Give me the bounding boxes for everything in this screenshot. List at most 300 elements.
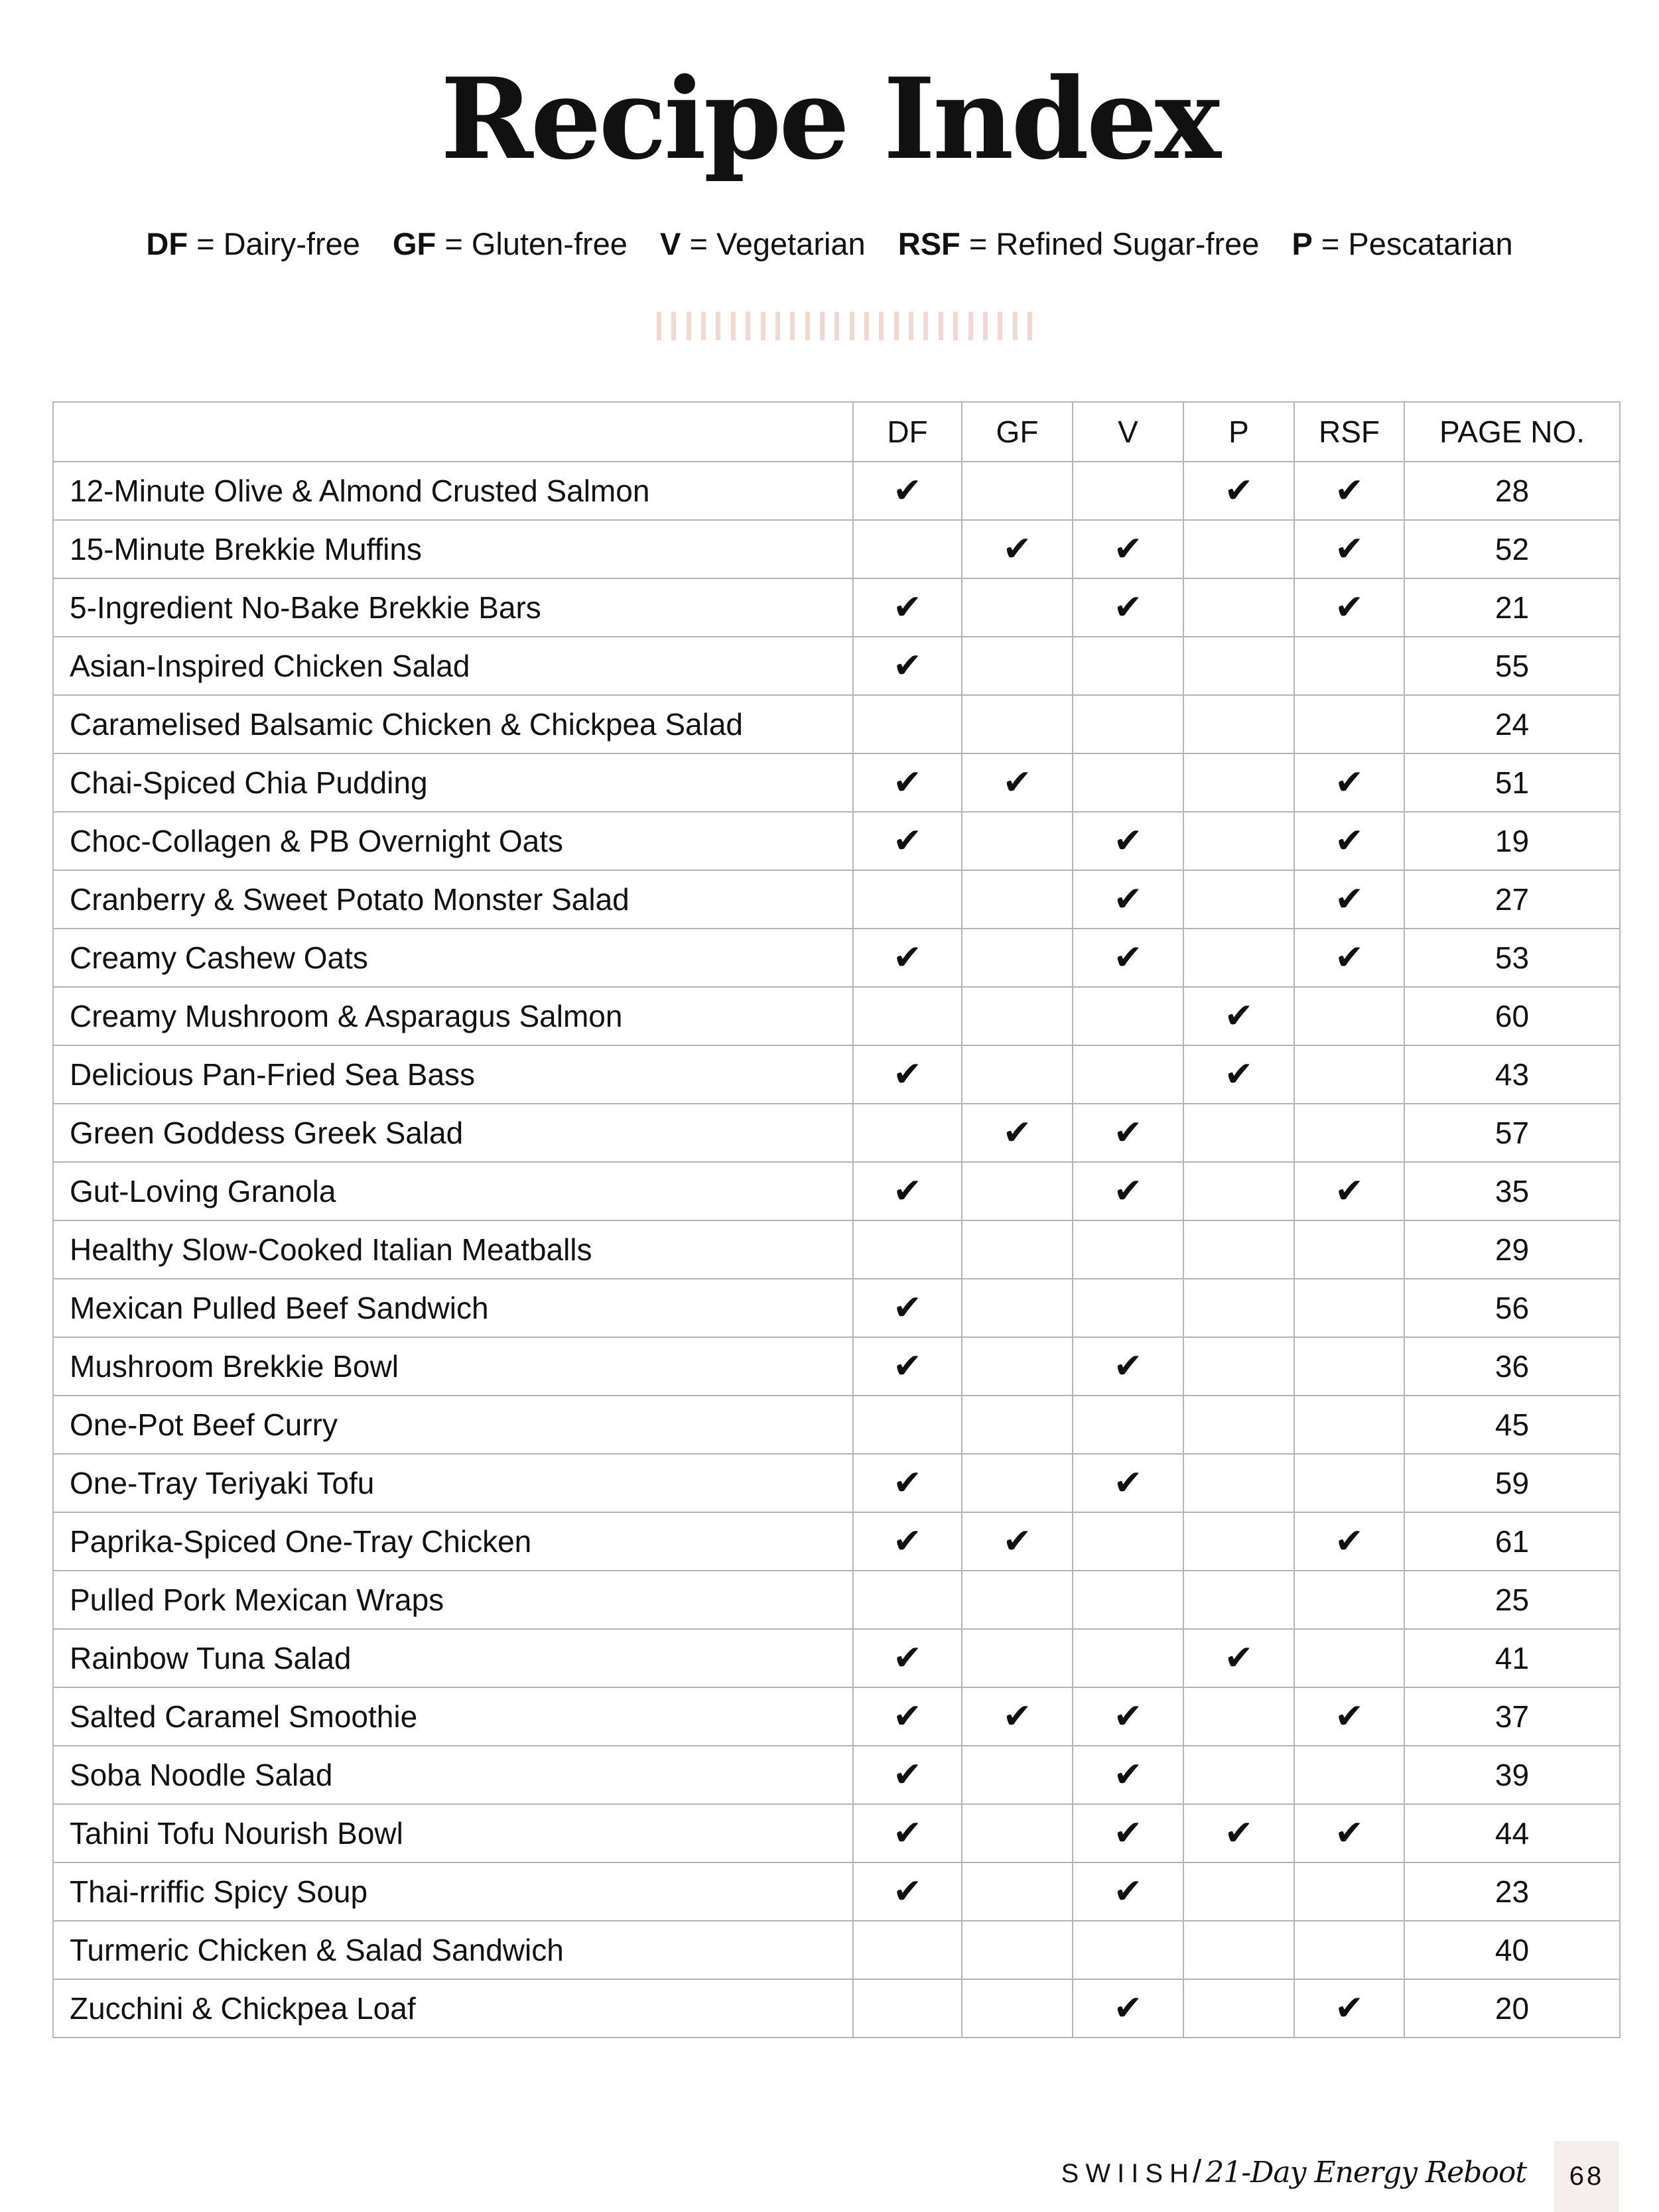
recipe-name: Mushroom Brekkie Bowl	[53, 1337, 853, 1396]
cell-gf	[962, 1629, 1073, 1687]
table-row	[53, 1162, 1620, 1220]
page-no: 60	[1404, 987, 1620, 1045]
cell-df	[853, 753, 962, 812]
legend-code: P	[1292, 226, 1313, 261]
cell-gf	[962, 1804, 1073, 1862]
recipe-name: Salted Caramel Smoothie	[53, 1687, 853, 1746]
checkmark-icon: ✔	[1113, 1347, 1143, 1386]
checkmark-icon: ✔	[1113, 822, 1143, 860]
cell-gf	[962, 1512, 1073, 1571]
cell-rsf	[1294, 1337, 1404, 1396]
cell-df	[853, 1512, 962, 1571]
checkmark-icon: ✔	[1224, 472, 1254, 510]
table-row	[53, 987, 1620, 1045]
legend-item-df	[146, 226, 360, 261]
cell-gf	[962, 637, 1073, 695]
footer	[1061, 2146, 1526, 2200]
divider-bar	[761, 312, 765, 340]
checkmark-icon: ✔	[1335, 588, 1364, 627]
cell-rsf	[1294, 1746, 1404, 1804]
table-row	[53, 1862, 1620, 1921]
cell-df	[853, 1104, 962, 1162]
legend-code: GF	[392, 226, 436, 261]
table-row	[53, 1979, 1620, 2038]
page-no: 61	[1404, 1512, 1620, 1571]
cell-gf	[962, 812, 1073, 870]
page-no: 55	[1404, 637, 1620, 695]
page-no: 29	[1404, 1220, 1620, 1279]
cell-v	[1073, 753, 1183, 812]
legend-meaning: = Dairy-free	[196, 226, 360, 261]
checkmark-icon: ✔	[893, 1522, 922, 1561]
table-row	[53, 637, 1620, 695]
cell-df	[853, 1629, 962, 1687]
table-row	[53, 1396, 1620, 1454]
divider-bar	[968, 312, 973, 340]
checkmark-icon: ✔	[1224, 1639, 1254, 1677]
checkmark-icon: ✔	[893, 1347, 922, 1386]
cell-p	[1183, 1921, 1294, 1979]
divider-bar	[864, 312, 869, 340]
cell-v	[1073, 1862, 1183, 1921]
cell-df	[853, 1337, 962, 1396]
divider-bar	[775, 312, 780, 340]
cell-rsf	[1294, 1220, 1404, 1279]
cell-p	[1183, 637, 1294, 695]
checkmark-icon: ✔	[893, 1756, 922, 1794]
header-v: V	[1073, 402, 1183, 462]
checkmark-icon: ✔	[1335, 472, 1364, 510]
checkmark-icon: ✔	[1335, 1522, 1364, 1561]
page-number: 68	[1554, 2141, 1619, 2212]
cell-p	[1183, 1162, 1294, 1220]
cell-v	[1073, 1571, 1183, 1629]
legend-meaning: = Refined Sugar-free	[968, 226, 1260, 261]
cell-v	[1073, 812, 1183, 870]
cell-rsf	[1294, 1804, 1404, 1862]
legend-item-p	[1292, 226, 1513, 261]
checkmark-icon: ✔	[1113, 1697, 1143, 1736]
divider-bar	[850, 312, 854, 340]
table-row	[53, 1512, 1620, 1571]
cell-gf	[962, 1454, 1073, 1512]
checkmark-icon: ✔	[1224, 997, 1254, 1035]
recipe-name: Creamy Mushroom & Asparagus Salmon	[53, 987, 853, 1045]
checkmark-icon: ✔	[1002, 1522, 1032, 1561]
cell-gf	[962, 929, 1073, 987]
checkmark-icon: ✔	[1335, 1814, 1364, 1853]
checkmark-icon: ✔	[1113, 1172, 1143, 1210]
cell-gf	[962, 1162, 1073, 1220]
checkmark-icon: ✔	[1113, 1464, 1143, 1502]
cell-p	[1183, 1104, 1294, 1162]
table-row	[53, 1454, 1620, 1512]
recipe-name: Pulled Pork Mexican Wraps	[53, 1571, 853, 1629]
checkmark-icon: ✔	[893, 1639, 922, 1677]
cell-gf	[962, 520, 1073, 578]
cell-rsf	[1294, 1687, 1404, 1746]
recipe-name: 5-Ingredient No-Bake Brekkie Bars	[53, 578, 853, 637]
cell-v	[1073, 987, 1183, 1045]
cell-df	[853, 1804, 962, 1862]
recipe-name: 12-Minute Olive & Almond Crusted Salmon	[53, 462, 853, 520]
cell-gf	[962, 1687, 1073, 1746]
table-row	[53, 1746, 1620, 1804]
page-no: 28	[1404, 462, 1620, 520]
cell-p	[1183, 929, 1294, 987]
legend-code: V	[660, 226, 681, 261]
table-row	[53, 1687, 1620, 1746]
recipe-name: Zucchini & Chickpea Loaf	[53, 1979, 853, 2038]
recipe-name: Caramelised Balsamic Chicken & Chickpea Salad	[53, 695, 853, 753]
divider-bar	[879, 312, 884, 340]
recipe-name: Tahini Tofu Nourish Bowl	[53, 1804, 853, 1862]
cell-df	[853, 1571, 962, 1629]
page-no: 57	[1404, 1104, 1620, 1162]
divider-bar	[687, 312, 691, 340]
cell-df	[853, 462, 962, 520]
cell-df	[853, 520, 962, 578]
checkmark-icon: ✔	[1335, 1697, 1364, 1736]
legend-code: RSF	[897, 226, 961, 261]
cell-rsf	[1294, 1979, 1404, 2038]
cell-v	[1073, 462, 1183, 520]
page-no: 25	[1404, 1571, 1620, 1629]
recipe-name: Creamy Cashew Oats	[53, 929, 853, 987]
divider-bar	[731, 312, 736, 340]
cell-p	[1183, 1979, 1294, 2038]
page-no: 45	[1404, 1396, 1620, 1454]
cell-rsf	[1294, 987, 1404, 1045]
recipe-name: Asian-Inspired Chicken Salad	[53, 637, 853, 695]
cell-df	[853, 1687, 962, 1746]
table-row	[53, 520, 1620, 578]
cell-df	[853, 1979, 962, 2038]
page-no: 19	[1404, 812, 1620, 870]
cell-p	[1183, 520, 1294, 578]
divider-bar	[820, 312, 825, 340]
page-no: 35	[1404, 1162, 1620, 1220]
cell-gf	[962, 987, 1073, 1045]
cell-p	[1183, 1454, 1294, 1512]
cell-p	[1183, 462, 1294, 520]
table-row	[53, 929, 1620, 987]
checkmark-icon: ✔	[1113, 880, 1143, 919]
cell-gf	[962, 1045, 1073, 1104]
cell-v	[1073, 870, 1183, 929]
cell-rsf	[1294, 812, 1404, 870]
recipe-name: Delicious Pan-Fried Sea Bass	[53, 1045, 853, 1104]
checkmark-icon: ✔	[893, 822, 922, 860]
checkmark-icon: ✔	[1224, 1055, 1254, 1094]
checkmark-icon: ✔	[1224, 1814, 1254, 1853]
cell-rsf	[1294, 578, 1404, 637]
cell-gf	[962, 1337, 1073, 1396]
cell-gf	[962, 1571, 1073, 1629]
checkmark-icon: ✔	[893, 1872, 922, 1911]
cell-df	[853, 870, 962, 929]
recipe-name: Soba Noodle Salad	[53, 1746, 853, 1804]
divider-bar	[746, 312, 750, 340]
checkmark-icon: ✔	[893, 588, 922, 627]
cell-gf	[962, 753, 1073, 812]
table-row	[53, 1279, 1620, 1337]
cell-p	[1183, 753, 1294, 812]
cell-v	[1073, 1220, 1183, 1279]
table-row	[53, 812, 1620, 870]
checkmark-icon: ✔	[1113, 1814, 1143, 1853]
cell-rsf	[1294, 1571, 1404, 1629]
cell-v	[1073, 1104, 1183, 1162]
table-row	[53, 753, 1620, 812]
divider-bar	[1028, 312, 1032, 340]
divider-bar	[953, 312, 958, 340]
page-no: 52	[1404, 520, 1620, 578]
checkmark-icon: ✔	[1002, 1114, 1032, 1152]
checkmark-icon: ✔	[1113, 530, 1143, 568]
table-row	[53, 1104, 1620, 1162]
footer-separator: /	[1192, 2154, 1202, 2189]
divider-bar	[894, 312, 899, 340]
table-row	[53, 462, 1620, 520]
checkmark-icon: ✔	[893, 1172, 922, 1210]
legend-item-gf	[393, 226, 628, 261]
legend-meaning: = Pescatarian	[1321, 226, 1513, 261]
page-no: 20	[1404, 1979, 1620, 2038]
brand-name: SWIISH	[1061, 2159, 1195, 2188]
divider-bar	[701, 312, 706, 340]
cell-v	[1073, 1454, 1183, 1512]
table-row	[53, 1804, 1620, 1862]
checkmark-icon: ✔	[893, 1055, 922, 1094]
divider-bar	[998, 312, 1002, 340]
recipe-name: Thai-rriffic Spicy Soup	[53, 1862, 853, 1921]
legend-meaning: = Gluten-free	[444, 226, 628, 261]
cell-v	[1073, 1279, 1183, 1337]
checkmark-icon: ✔	[1113, 1756, 1143, 1794]
cell-p	[1183, 1804, 1294, 1862]
recipe-name: 15-Minute Brekkie Muffins	[53, 520, 853, 578]
cell-gf	[962, 1104, 1073, 1162]
divider-bar	[790, 312, 795, 340]
cell-df	[853, 1162, 962, 1220]
table-row	[53, 1045, 1620, 1104]
checkmark-icon: ✔	[1113, 1989, 1143, 2028]
checkmark-icon: ✔	[1335, 763, 1364, 802]
cell-gf	[962, 1396, 1073, 1454]
table-row	[53, 1337, 1620, 1396]
cell-gf	[962, 1220, 1073, 1279]
cell-v	[1073, 929, 1183, 987]
cell-rsf	[1294, 929, 1404, 987]
page-no: 41	[1404, 1629, 1620, 1687]
cell-v	[1073, 637, 1183, 695]
cell-rsf	[1294, 520, 1404, 578]
cell-p	[1183, 1862, 1294, 1921]
checkmark-icon: ✔	[893, 1814, 922, 1853]
cell-df	[853, 1862, 962, 1921]
cell-df	[853, 1045, 962, 1104]
legend	[0, 226, 1659, 262]
recipe-name: One-Pot Beef Curry	[53, 1396, 853, 1454]
cell-v	[1073, 1512, 1183, 1571]
header-df: DF	[853, 402, 962, 462]
recipe-name: Rainbow Tuna Salad	[53, 1629, 853, 1687]
cell-gf	[962, 1979, 1073, 2038]
cell-df	[853, 1746, 962, 1804]
checkmark-icon: ✔	[1113, 939, 1143, 977]
cell-df	[853, 637, 962, 695]
cell-v	[1073, 1396, 1183, 1454]
cell-rsf	[1294, 1862, 1404, 1921]
page-title: Recipe Index	[440, 53, 1219, 184]
cell-v	[1073, 1337, 1183, 1396]
cell-v	[1073, 695, 1183, 753]
cell-p	[1183, 1512, 1294, 1571]
divider-bar	[834, 312, 839, 340]
cell-v	[1073, 1687, 1183, 1746]
legend-item-rsf	[898, 226, 1260, 261]
table-row	[53, 1921, 1620, 1979]
checkmark-icon: ✔	[1002, 1697, 1032, 1736]
cell-gf	[962, 1921, 1073, 1979]
cell-v	[1073, 578, 1183, 637]
recipe-name: Green Goddess Greek Salad	[53, 1104, 853, 1162]
checkmark-icon: ✔	[1113, 588, 1143, 627]
checkmark-icon: ✔	[893, 1464, 922, 1502]
checkmark-icon: ✔	[1113, 1872, 1143, 1911]
header-p: P	[1183, 402, 1294, 462]
cell-gf	[962, 1279, 1073, 1337]
checkmark-icon: ✔	[893, 1697, 922, 1736]
recipe-name: Mexican Pulled Beef Sandwich	[53, 1279, 853, 1337]
page-no: 36	[1404, 1337, 1620, 1396]
checkmark-icon: ✔	[1002, 763, 1032, 802]
cell-rsf	[1294, 1454, 1404, 1512]
page-no: 39	[1404, 1746, 1620, 1804]
cell-df	[853, 1454, 962, 1512]
recipe-name: Gut-Loving Granola	[53, 1162, 853, 1220]
cell-p	[1183, 1396, 1294, 1454]
divider-bar	[1013, 312, 1018, 340]
checkmark-icon: ✔	[893, 1289, 922, 1327]
divider-bar	[671, 312, 676, 340]
recipe-index-table	[52, 401, 1621, 2038]
cell-rsf	[1294, 1162, 1404, 1220]
cell-rsf	[1294, 1512, 1404, 1571]
cell-p	[1183, 1337, 1294, 1396]
divider-bar	[909, 312, 913, 340]
page-no: 56	[1404, 1279, 1620, 1337]
header-page-no: PAGE NO.	[1404, 402, 1620, 462]
page-no: 51	[1404, 753, 1620, 812]
divider-bar	[983, 312, 988, 340]
cell-rsf	[1294, 1396, 1404, 1454]
table-row	[53, 1571, 1620, 1629]
page-no: 40	[1404, 1921, 1620, 1979]
cell-p	[1183, 1220, 1294, 1279]
header-gf: GF	[962, 402, 1073, 462]
cell-df	[853, 1279, 962, 1337]
cell-gf	[962, 578, 1073, 637]
checkmark-icon: ✔	[893, 647, 922, 685]
checkmark-icon: ✔	[893, 472, 922, 510]
cell-v	[1073, 1045, 1183, 1104]
page-no: 59	[1404, 1454, 1620, 1512]
cell-gf	[962, 870, 1073, 929]
cell-df	[853, 578, 962, 637]
table-row	[53, 578, 1620, 637]
table-row	[53, 1220, 1620, 1279]
decorative-divider	[657, 312, 1032, 340]
page-no: 44	[1404, 1804, 1620, 1862]
checkmark-icon: ✔	[1335, 939, 1364, 977]
cell-rsf	[1294, 637, 1404, 695]
cell-rsf	[1294, 870, 1404, 929]
recipe-name: Paprika-Spiced One-Tray Chicken	[53, 1512, 853, 1571]
cell-p	[1183, 870, 1294, 929]
cell-rsf	[1294, 1104, 1404, 1162]
cell-rsf	[1294, 1629, 1404, 1687]
cell-v	[1073, 1979, 1183, 2038]
checkmark-icon: ✔	[1335, 880, 1364, 919]
checkmark-icon: ✔	[893, 763, 922, 802]
recipe-name: Turmeric Chicken & Salad Sandwich	[53, 1921, 853, 1979]
page-no: 37	[1404, 1687, 1620, 1746]
cell-df	[853, 1921, 962, 1979]
cell-p	[1183, 1279, 1294, 1337]
cell-p	[1183, 812, 1294, 870]
cell-p	[1183, 987, 1294, 1045]
cell-rsf	[1294, 753, 1404, 812]
cell-v	[1073, 1629, 1183, 1687]
legend-meaning: = Vegetarian	[689, 226, 866, 261]
divider-bar	[716, 312, 720, 340]
cell-gf	[962, 695, 1073, 753]
page-no: 53	[1404, 929, 1620, 987]
cell-df	[853, 929, 962, 987]
table-header-row	[53, 402, 1620, 462]
divider-bar	[657, 312, 661, 340]
cell-p	[1183, 1746, 1294, 1804]
recipe-name: One-Tray Teriyaki Tofu	[53, 1454, 853, 1512]
divider-bar	[805, 312, 810, 340]
page-no: 27	[1404, 870, 1620, 929]
page-no: 23	[1404, 1862, 1620, 1921]
recipe-name: Healthy Slow-Cooked Italian Meatballs	[53, 1220, 853, 1279]
checkmark-icon: ✔	[1002, 530, 1032, 568]
page-no: 43	[1404, 1045, 1620, 1104]
checkmark-icon: ✔	[1335, 530, 1364, 568]
cell-gf	[962, 1746, 1073, 1804]
cell-df	[853, 812, 962, 870]
checkmark-icon: ✔	[1335, 822, 1364, 860]
cell-v	[1073, 1746, 1183, 1804]
recipe-name: Choc-Collagen & PB Overnight Oats	[53, 812, 853, 870]
page-no: 21	[1404, 578, 1620, 637]
legend-code: DF	[146, 226, 188, 261]
header-recipe	[53, 402, 853, 462]
cell-df	[853, 1220, 962, 1279]
table-row	[53, 870, 1620, 929]
page-no: 24	[1404, 695, 1620, 753]
cell-gf	[962, 1862, 1073, 1921]
cell-p	[1183, 695, 1294, 753]
cell-rsf	[1294, 1279, 1404, 1337]
checkmark-icon: ✔	[1335, 1172, 1364, 1210]
cell-gf	[962, 462, 1073, 520]
cell-df	[853, 1396, 962, 1454]
